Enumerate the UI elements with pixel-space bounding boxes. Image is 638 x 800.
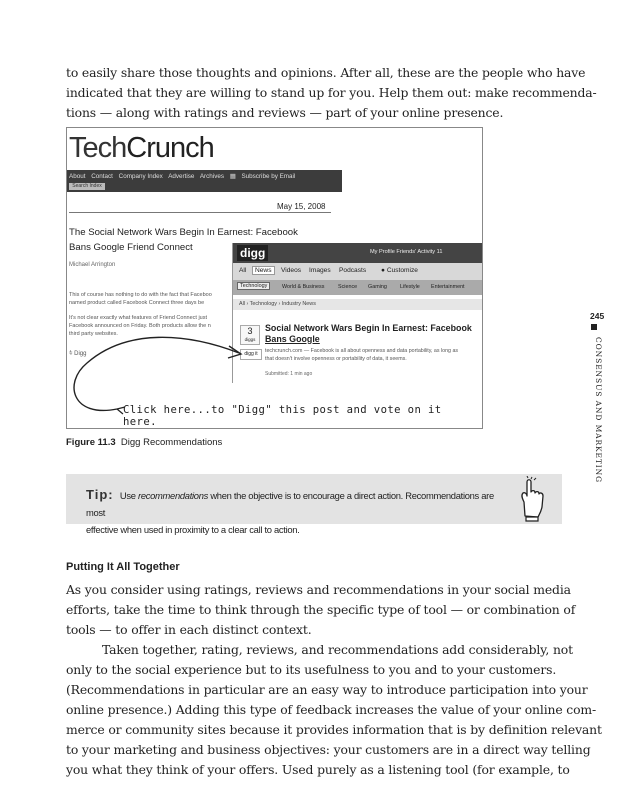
body-paragraph-1 — [66, 580, 576, 640]
body-line: to your marketing and business objectives: your customers are in a direct way telling — [66, 742, 591, 757]
tab-images[interactable]: Images — [309, 267, 331, 274]
tip-box — [66, 474, 562, 535]
breadcrumb[interactable]: All › Technology › Industry News — [233, 299, 483, 310]
figure-caption: Figure 11.3 Digg Recommendations — [66, 437, 223, 448]
intro-line: indicated that they are willing to stand up for you. Help them out: make recommenda- — [66, 85, 597, 100]
body-line: you what they think of your offers. Used purely as a listening tool (for example, to — [66, 762, 570, 777]
tab-all[interactable]: All — [239, 267, 247, 274]
figure-screenshot — [66, 127, 483, 429]
techcrunch-logo: TechCrunch — [69, 132, 214, 164]
body-line: merce or community sites because it provides information that is by definition relevant — [66, 722, 602, 737]
body-line: As you consider using ratings, reviews and recommendations in your social media — [66, 582, 571, 597]
intro-line: to easily share those thoughts and opinions. After all, these are the people who have — [66, 65, 586, 80]
intro-line: tions — along with ratings and reviews — part of your online presence. — [66, 105, 504, 120]
author-name[interactable]: Michael Arrington — [69, 262, 116, 268]
running-head: CONSENSUS AND MARKETING — [594, 337, 603, 484]
body-line: (Recommendations in particular are an easy way to introduce participation into your — [66, 682, 588, 697]
nav-link-subscribe[interactable]: Subscribe by Email — [241, 173, 296, 180]
post-date: May 15, 2008 — [277, 202, 326, 211]
subnav-science[interactable]: Science — [338, 284, 358, 290]
tip-label: Tip: — [86, 487, 114, 502]
body-line: tools — to offer in each distinct context. — [66, 622, 312, 637]
rss-icon: ▦ — [229, 173, 236, 180]
page-number: 245 — [590, 311, 605, 321]
digg-story-meta: Submitted: 1 min ago — [265, 371, 313, 377]
subnav-gaming[interactable]: Gaming — [368, 284, 387, 290]
digg-widget-link[interactable]: ⫩ Digg — [69, 351, 87, 357]
callout-text: Click here...to "Digg" this post and vote on it here. — [123, 404, 442, 428]
subnav-entertainment[interactable]: Entertainment — [431, 284, 465, 290]
subnav-lifestyle[interactable]: Lifestyle — [400, 284, 420, 290]
tab-customize[interactable]: ● Customize — [381, 267, 418, 274]
article-paragraph: This of course has nothing to do with the fact that Faceboo named product called Facebook Connect three days be — [69, 292, 212, 306]
digg-logo[interactable]: digg — [237, 245, 268, 261]
tip-text: Tip: Use recommendations when the objective is to encourage a direct action. Recommendations are most effective when used in proximity to a clear call to action. — [86, 487, 494, 535]
tab-podcasts[interactable]: Podcasts — [339, 267, 367, 274]
nav-link-about[interactable]: About — [69, 173, 86, 180]
tab-videos[interactable]: Videos — [281, 267, 302, 274]
callout-arrow-icon — [67, 128, 482, 428]
body-line: only to the social experience but to its usefulness to you and to your customers. — [66, 662, 557, 677]
digg-user-bar[interactable]: My Profile Friends' Activity 11 — [370, 249, 443, 255]
techcrunch-headline[interactable]: The Social Network Wars Begin In Earnest: Facebook Bans Google Friend Connect — [69, 227, 298, 253]
subnav-technology[interactable]: Technology — [237, 282, 270, 290]
pointing-hand-icon — [516, 476, 546, 522]
search-index-button[interactable]: Search Index — [69, 183, 105, 190]
digg-story-description: techcrunch.com — Facebook is all about openness and data portability, as long as that doesn't involve openness or portability of data, it seems. — [265, 348, 459, 362]
article-paragraph: It's not clear exactly what features of Friend Connect just Facebook announced on Friday. Both products allow the n third party websites. — [69, 315, 211, 337]
nav-link-contact[interactable]: Contact — [91, 173, 113, 180]
section-heading: Putting It All Together — [66, 561, 180, 573]
tab-news[interactable]: News — [252, 266, 275, 275]
body-line: efforts, take the time to think through the specific type of tool — or combination of — [66, 602, 576, 617]
section-marker — [591, 324, 597, 330]
body-line: online presence.) Adding this type of feedback increases the value of your online com- — [66, 702, 597, 717]
digg-story-title[interactable]: Social Network Wars Begin In Earnest: Facebook Bans Google — [265, 323, 472, 344]
nav-link-company-index[interactable]: Company Index — [118, 173, 163, 180]
intro-paragraph — [66, 63, 597, 123]
nav-link-archives[interactable]: Archives — [199, 173, 224, 180]
digg-small-icon: ⫩ — [69, 351, 73, 357]
nav-link-advertise[interactable]: Advertise — [168, 173, 195, 180]
digg-count-badge: 3 diggs — [240, 325, 260, 345]
body-paragraph-2 — [66, 640, 602, 780]
digg-it-button[interactable]: digg it — [240, 349, 262, 360]
body-line: Taken together, rating, reviews, and recommendations add considerably, not — [102, 642, 573, 657]
subnav-world-business[interactable]: World & Business — [282, 284, 325, 290]
